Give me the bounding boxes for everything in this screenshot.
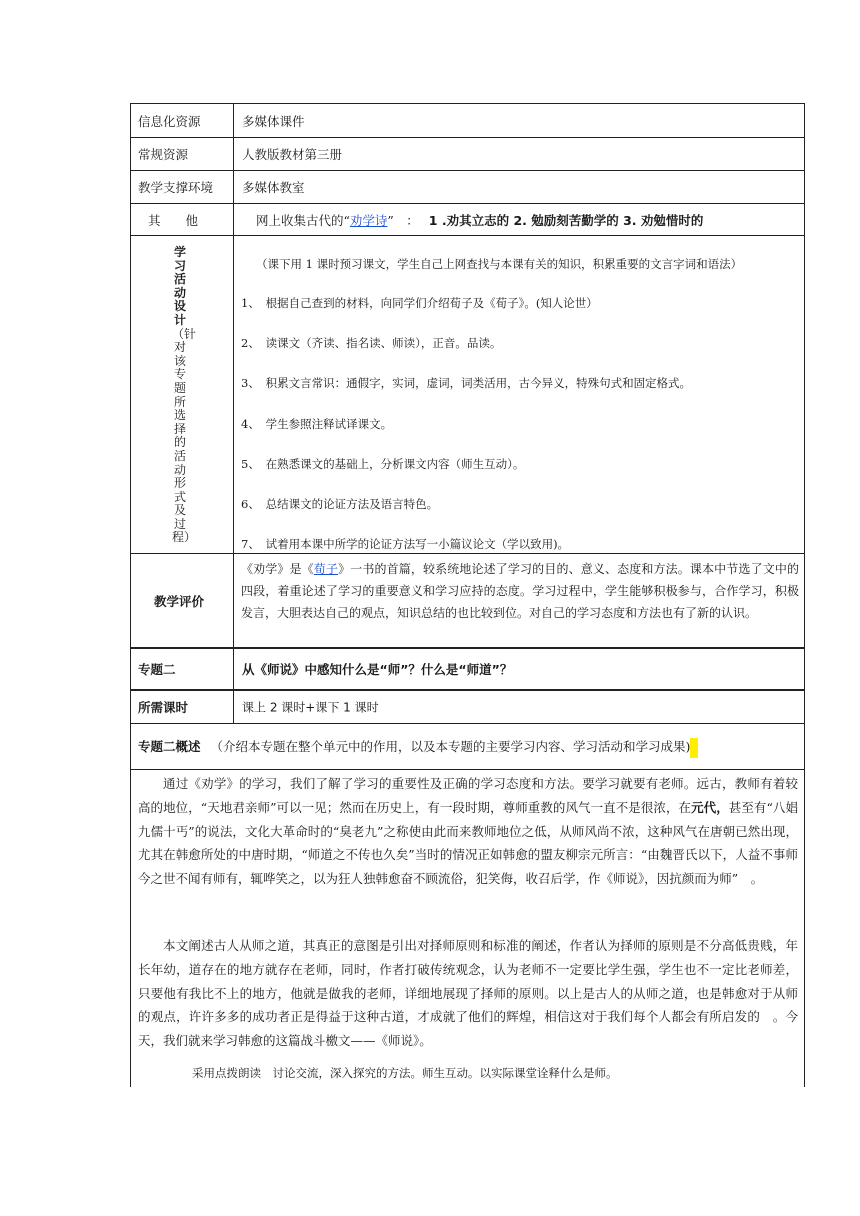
cell-label: 信息化资源 bbox=[130, 104, 234, 137]
activity-item: 2、 读课文（齐读、指名读、师读），正音。品读。 bbox=[241, 336, 502, 350]
cell-label: 教学评价 bbox=[130, 554, 234, 647]
activity-label-sub: （针对该专题所选择的活动形式及过程） bbox=[172, 326, 197, 545]
cell-label: 教学支撑环境 bbox=[130, 171, 234, 203]
row-activity bbox=[130, 235, 805, 553]
body-paragraph-3: 采用点拨朗读 讨论交流，深入探究的方法。师生互动。以实际课堂诠释什么是师。 bbox=[192, 1066, 618, 1080]
cell-value: 网上收集古代的“劝学诗” ： 1 .劝其立志的 2. 勉励刻苦勤学的 3. 劝勉惜时的 bbox=[256, 212, 704, 228]
hours-value: 课上 2 课时+课下 1 课时 bbox=[242, 700, 379, 715]
activity-item: 5、 在熟悉课文的基础上，分析课文内容（师生互动）。 bbox=[241, 457, 525, 471]
activity-item: 3、 积累文言常识：通假字，实词，虚词，词类活用，古今异义，特殊句式和固定格式。 bbox=[241, 376, 692, 390]
cell-label: 所需课时 bbox=[130, 691, 234, 723]
body-block bbox=[130, 769, 805, 1087]
body-paragraph-2: 本文阐述古人从师之道，其真正的意图是引出对择师原则和标准的阐述，作者认为择师的原则是不分高低贵贱，年长年幼，道存在的地方就存在老师，同时，作者打破传统观念，认为老师不一定要比学生强，学生也不一定比老师差，只要他有我比不上的地方，他就是做我的老师，详细地展现了择师的原则。以上是古人的从师之道，也是韩愈对于从师的观点，许许多多的成功者正是得益于这种古道，才成就了他们的辉煌，相信这对于我们每个人都会有所启发的 。今天，我们就来学习韩愈的这篇战斗檄文——《师说》。 bbox=[138, 938, 798, 1049]
activity-item: 1、 根据自己查到的材料，向同学们介绍荀子及《荀子》。(知人论世） bbox=[241, 296, 598, 310]
activity-label-bold: 学习活动设计 bbox=[173, 245, 186, 327]
row-hours bbox=[130, 689, 805, 723]
row-overview bbox=[130, 723, 805, 769]
activity-item: 4、 学生参照注释试译课文。 bbox=[241, 417, 393, 431]
row-support-env bbox=[130, 170, 805, 203]
overview-note: （介绍本专题在整个单元中的作用，以及本专题的主要学习内容、学习活动和学习成果) bbox=[210, 739, 691, 754]
evaluation-text: 《劝学》是《荀子》一书的首篇，较系统地论述了学习的目的、意义、态度和方法。课本中节选了文中的四段，着重论述了学习的重要意义和学习应持的态度。学习过程中，学生能够积极参与，合作学习，积极发言，大胆表达自己的观点，知识总结的也比较到位。对自己的学习态度和方法也有了新的认识。 bbox=[241, 562, 799, 620]
link-xunzi[interactable]: 荀子 bbox=[313, 562, 339, 576]
row-topic2 bbox=[130, 647, 805, 689]
cell-label: 专题二 bbox=[130, 649, 234, 689]
text-highlight-mark bbox=[690, 738, 698, 758]
row-info-resource bbox=[130, 103, 805, 137]
cell-value: 多媒体教室 bbox=[242, 180, 305, 195]
activity-item: 6、 总结课文的论证方法及语言特色。 bbox=[241, 497, 439, 511]
row-regular-resource bbox=[130, 137, 805, 170]
link-quanxue-poems[interactable]: 劝学诗 bbox=[349, 212, 388, 228]
cell-value: 人教版教材第三册 bbox=[242, 147, 343, 162]
row-evaluation bbox=[130, 553, 805, 647]
overview-label: 专题二概述 bbox=[138, 739, 201, 754]
overview-line bbox=[138, 737, 698, 758]
other-bold-text: 1 .劝其立志的 2. 勉励刻苦勤学的 3. 劝勉惜时的 bbox=[428, 212, 704, 228]
topic2-title: 从《师说》中感知什么是“师”？什么是“师道”？ bbox=[242, 662, 513, 677]
cell-label bbox=[130, 236, 234, 553]
cell-label: 常规资源 bbox=[130, 138, 234, 170]
activity-item: 7、 试着用本课中所学的论证方法写一小篇议论文（学以致用)。 bbox=[241, 537, 570, 551]
activity-vertical-label bbox=[172, 245, 197, 545]
body-paragraph-1: 通过《劝学》的学习，我们了解了学习的重要性及正确的学习态度和方法。要学习就要有老师。远古，教师有着较高的地位，“天地君亲师”可以一见；然而在历史上，有一段时期，尊师重教的风气一直不是很浓，在元代，甚至有“八娼九儒十丐”的说法，文化大革命时的“臭老九”之称使由此而来教师地位之低，从师风尚不浓，这种风气在唐朝已然出现，尤其在韩愈所处的中唐时期，“师道之不传也久矣”当时的情况正如韩愈的盟友柳宗元所言：“由魏晋氏以下，人益不事师今之世不闻有师有，辄哗笑之，以为狂人独韩愈奋不顾流俗，犯笑侮，收召后学，作《师说》，因抗颜而为师” 。 bbox=[138, 776, 798, 887]
row-other bbox=[130, 203, 805, 235]
activity-intro: （课下用 1 课时预习课文，学生自己上网查找与本课有关的知识，积累重要的文言字词和语法） bbox=[256, 257, 743, 271]
cell-value: 多媒体课件 bbox=[242, 113, 305, 129]
cell-label: 其 他 bbox=[130, 204, 234, 235]
